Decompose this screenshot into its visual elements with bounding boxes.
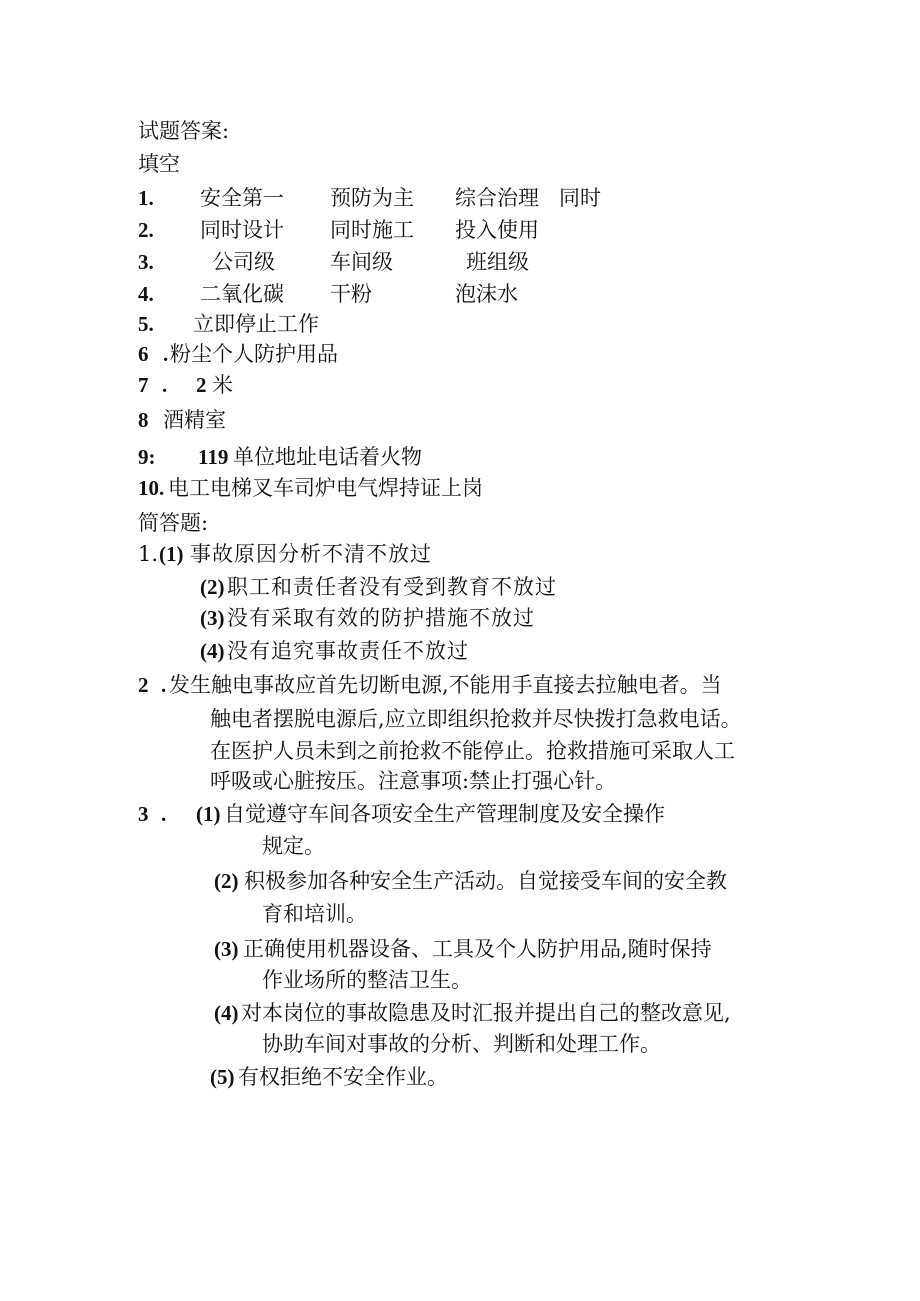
sa-q1-item-number: (1) bbox=[159, 542, 184, 566]
q7-unit: 米 bbox=[212, 373, 233, 397]
sa-q1-item-text: 没有采取有效的防护措施不放过 bbox=[227, 606, 535, 630]
sa-q3-item-text: 对本岗位的事故隐患及时汇报并提出自己的整改意见, bbox=[241, 1001, 731, 1025]
q4-answer-b: 干粉 bbox=[330, 282, 372, 306]
q5-number: 5. bbox=[138, 312, 154, 336]
sa-q3-item-text: 自觉遵守车间各项安全生产管理制度及安全操作 bbox=[224, 802, 665, 826]
sa-q3-item-number: (5) bbox=[210, 1065, 235, 1089]
sa-q2-text-line: 发生触电事故应首先切断电源,不能用手直接去拉触电者。当 bbox=[169, 673, 722, 697]
sa-q3-item-text: 积极参加各种安全生产活动。自觉接受车间的安全教 bbox=[244, 869, 727, 893]
q10-number: 10. bbox=[138, 476, 165, 500]
sa-q3-item-text: 有权拒绝不安全作业。 bbox=[238, 1065, 448, 1089]
sa-q1-item-text: 没有追究事故责任不放过 bbox=[227, 639, 469, 663]
q6-answer: 粉尘个人防护用品 bbox=[170, 342, 338, 366]
sa-q3-item-number: (2) bbox=[214, 869, 239, 893]
q4-answer-a: 二氧化碳 bbox=[200, 282, 284, 306]
q1-answer-b: 预防为主 bbox=[330, 186, 414, 210]
q4-number: 4. bbox=[138, 282, 154, 306]
sa-q3-item-number: (3) bbox=[214, 937, 239, 961]
q10-answer: 电工电梯叉车司炉电气焊持证上岗 bbox=[168, 476, 483, 500]
q3-answer-a: 公司级 bbox=[212, 250, 275, 274]
q3-answer-c: 班组级 bbox=[466, 250, 529, 274]
sa-q3-item-number: (1) bbox=[196, 802, 221, 826]
q2-answer-a: 同时设计 bbox=[200, 218, 284, 242]
sa-q3-item-continuation: 育和培训。 bbox=[262, 902, 367, 926]
sa-q1-item-number: (3) bbox=[200, 606, 225, 630]
sa-q1-item-number: (2) bbox=[200, 575, 225, 599]
sa-q3-item-number: (4) bbox=[214, 1001, 239, 1025]
q2-number: 2. bbox=[138, 218, 154, 242]
sa-q2-separator: . bbox=[161, 673, 167, 697]
q7-number: 7 bbox=[138, 373, 149, 397]
sa-q3-number: 3 bbox=[138, 802, 149, 826]
sa-q2-number: 2 bbox=[138, 673, 149, 697]
q1-answer-d: 同时 bbox=[559, 186, 601, 210]
q6-separator: . bbox=[163, 342, 169, 366]
q7-separator: . bbox=[162, 373, 168, 397]
q6-number: 6 bbox=[138, 342, 149, 366]
q2-answer-c: 投入使用 bbox=[455, 218, 539, 242]
fill-in-heading: 填空 bbox=[138, 152, 180, 176]
q8-answer: 酒精室 bbox=[163, 408, 226, 432]
sa-q3-item-continuation: 作业场所的整洁卫生。 bbox=[262, 968, 472, 992]
sa-q1-item-text: 职工和责任者没有受到教育不放过 bbox=[227, 575, 557, 599]
sa-q1-item-number: (4) bbox=[200, 639, 225, 663]
q9-number: 9: bbox=[138, 445, 156, 469]
sa-q3-item-continuation: 协助车间对事故的分析、判断和处理工作。 bbox=[262, 1032, 661, 1056]
sa-q2-text-line: 呼吸或心脏按压。注意事项:禁止打强心针。 bbox=[210, 769, 617, 793]
sa-q3-separator: . bbox=[161, 802, 167, 826]
q8-number: 8 bbox=[138, 408, 149, 432]
sa-q2-text-line: 触电者摆脱电源后,应立即组织抢救并尽快拨打急救电话。 bbox=[210, 707, 742, 731]
q3-number: 3. bbox=[138, 250, 154, 274]
q1-number: 1. bbox=[138, 186, 154, 210]
sa-q3-item-text: 正确使用机器设备、工具及个人防护用品,随时保持 bbox=[243, 937, 712, 961]
short-answer-heading: 简答题: bbox=[138, 511, 209, 535]
q7-value: 2 bbox=[196, 373, 207, 397]
q9-answer: 单位地址电话着火物 bbox=[233, 445, 422, 469]
q1-answer-c: 综合治理 bbox=[455, 186, 539, 210]
q4-answer-c: 泡沫水 bbox=[455, 282, 518, 306]
q1-answer-a: 安全第一 bbox=[200, 186, 284, 210]
q5-answer: 立即停止工作 bbox=[193, 312, 319, 336]
sa-q1-number: 1. bbox=[138, 542, 159, 566]
sa-q2-text-line: 在医护人员未到之前抢救不能停止。抢救措施可采取人工 bbox=[210, 739, 735, 763]
answers-title: 试题答案: bbox=[138, 119, 230, 143]
sa-q3-item-continuation: 规定。 bbox=[262, 834, 325, 858]
q2-answer-b: 同时施工 bbox=[330, 218, 414, 242]
sa-q1-item-text: 事故原因分析不清不放过 bbox=[190, 542, 432, 566]
q3-answer-b: 车间级 bbox=[330, 250, 393, 274]
q9-value: 119 bbox=[198, 445, 229, 469]
